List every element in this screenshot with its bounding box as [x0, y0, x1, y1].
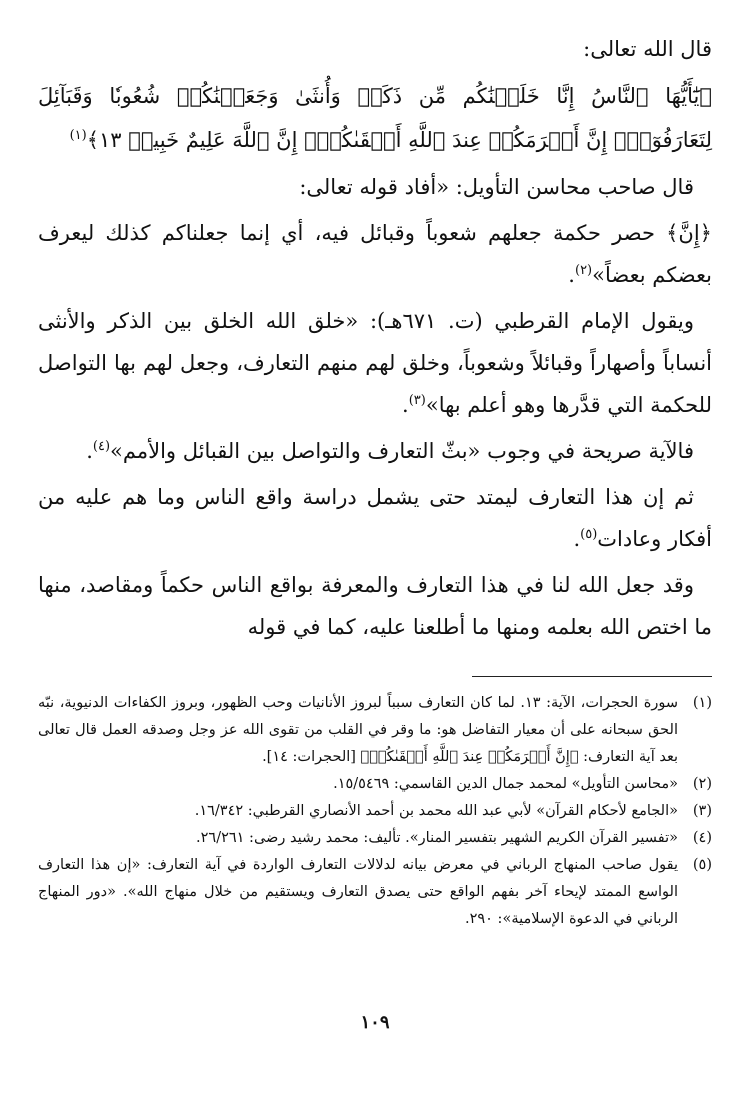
footnote-5 [38, 852, 712, 933]
footnote-2 [38, 771, 712, 798]
footnote-text: سورة الحجرات، الآية: ١٣. لما كان التعارف سبباً لبروز الأنانيات وحب الظهور، وبروز الكفاءات الدنيوية، نبّه الحق سبحانه على أن معيار التفاضل هو: ما وقر في القلب من تقوى الله عز وجل وصدقه العمل قال تعالى بعد آية التعارف: ﴿إِنَّ أَكۡرَمَكُمۡ عِندَ ٱللَّهِ أَتۡقَىٰكُمۡ﴾ [الحجرات: ١٤]. [38, 695, 678, 765]
footnote-ref-3: (٣) [408, 393, 426, 408]
paragraph-mahasin: قال صاحب محاسن التأويل: «أفاد قوله تعالى: [299, 175, 694, 199]
footnote-number: (١) [692, 695, 712, 711]
footnote-ref-1: (١) [69, 128, 87, 143]
paragraph-wisdom: وقد جعل الله لنا في هذا التعارف والمعرفة بواقع الناس حكماً ومقاصد، منها ما اختص الله بعلمه ومنها ما أطلعنا عليه، كما في قوله [38, 573, 712, 639]
footnote-number: (٤) [692, 830, 712, 846]
paragraph-hasr: ﴿إِنَّ﴾ حصر حكمة جعلهم شعوباً وقبائل فيه، أي إنما جعلناكم كذلك ليعرف بعضكم بعضاً»$^{(٢)}$. [38, 221, 712, 287]
footnote-divider [472, 676, 712, 677]
footnote-1 [38, 690, 712, 771]
main-text [38, 28, 712, 652]
footnote-ref-2: (٢) [574, 263, 593, 278]
footnote-number: (٢) [692, 776, 712, 792]
footnote-text: «محاسن التأويل» لمحمد جمال الدين القاسمي: ١٥/٥٤٦٩. [333, 776, 678, 792]
paragraph-extends: ثم إن هذا التعارف ليمتد حتى يشمل دراسة واقع الناس وما هم عليه من أفكار وعادات$^{(٥)}$. [38, 485, 712, 551]
paragraph-qurtubi: ويقول الإمام القرطبي (ت. ٦٧١هـ): «خلق الله الخلق بين الذكر والأنثى أنساباً وأصهاراً وقبائلاً وشعوباً، وخلق لهم منهم التعارف، وجعل لهم بها التواصل للحكمة التي قدَّرها وهو أعلم بها»$^{(٣)}$. [38, 309, 712, 417]
footnote-text: «تفسير القرآن الكريم الشهير بتفسير المنار». تأليف: محمد رشيد رضى: ٢٦/٢٦١. [196, 830, 678, 846]
footnote-text: يقول صاحب المنهاج الرباني في معرض بيانه لدلالات التعارف الواردة في آية التعارف: «إن هذا التعارف الواسع الممتد لإيحاء آخر بفهم الواقع حتى يصدق التعارف ويستقيم من خلال منهاج الله». «دور المنهاج الرباني في الدعوة الإسلامية»: ٢٩٠. [38, 857, 678, 927]
footnote-text: «الجامع لأحكام القرآن» لأبي عبد الله محمد بن أحمد الأنصاري القرطبي: ١٦/٣٤٢. [194, 803, 678, 819]
footnotes [38, 690, 712, 933]
paragraph-ayah-explicit: فالآية صريحة في وجوب «بثّ التعارف والتواصل بين القبائل والأمم»$^{(٤)}$. [86, 439, 694, 463]
quran-verse: ﴿يَٰٓأَيُّهَا ٱلنَّاسُ إِنَّا خَلَقۡنَٰكُم مِّن ذَكَرٖ وَأُنثَىٰ وَجَعَلۡنَٰكُمۡ شُعُوبٗا وَقَبَآئِلَ لِتَعَارَفُوٓاْۚ إِنَّ أَكۡرَمَكُمۡ عِندَ ٱللَّهِ أَتۡقَىٰكُمۡۚ إِنَّ ٱللَّهَ عَلِيمٌ خَبِيرٞ ١٣﴾$^{(١)}$ [38, 84, 712, 152]
footnote-number: (٥) [692, 857, 712, 873]
footnote-number: (٣) [692, 803, 712, 819]
footnote-3 [38, 798, 712, 825]
footnote-ref-4: (٤) [92, 439, 111, 454]
footnote-ref-5: (٥) [580, 527, 598, 542]
paragraph-intro: قال الله تعالى: [583, 37, 712, 61]
page-number: ١٠٩ [360, 1012, 390, 1033]
footnote-4 [38, 825, 712, 852]
